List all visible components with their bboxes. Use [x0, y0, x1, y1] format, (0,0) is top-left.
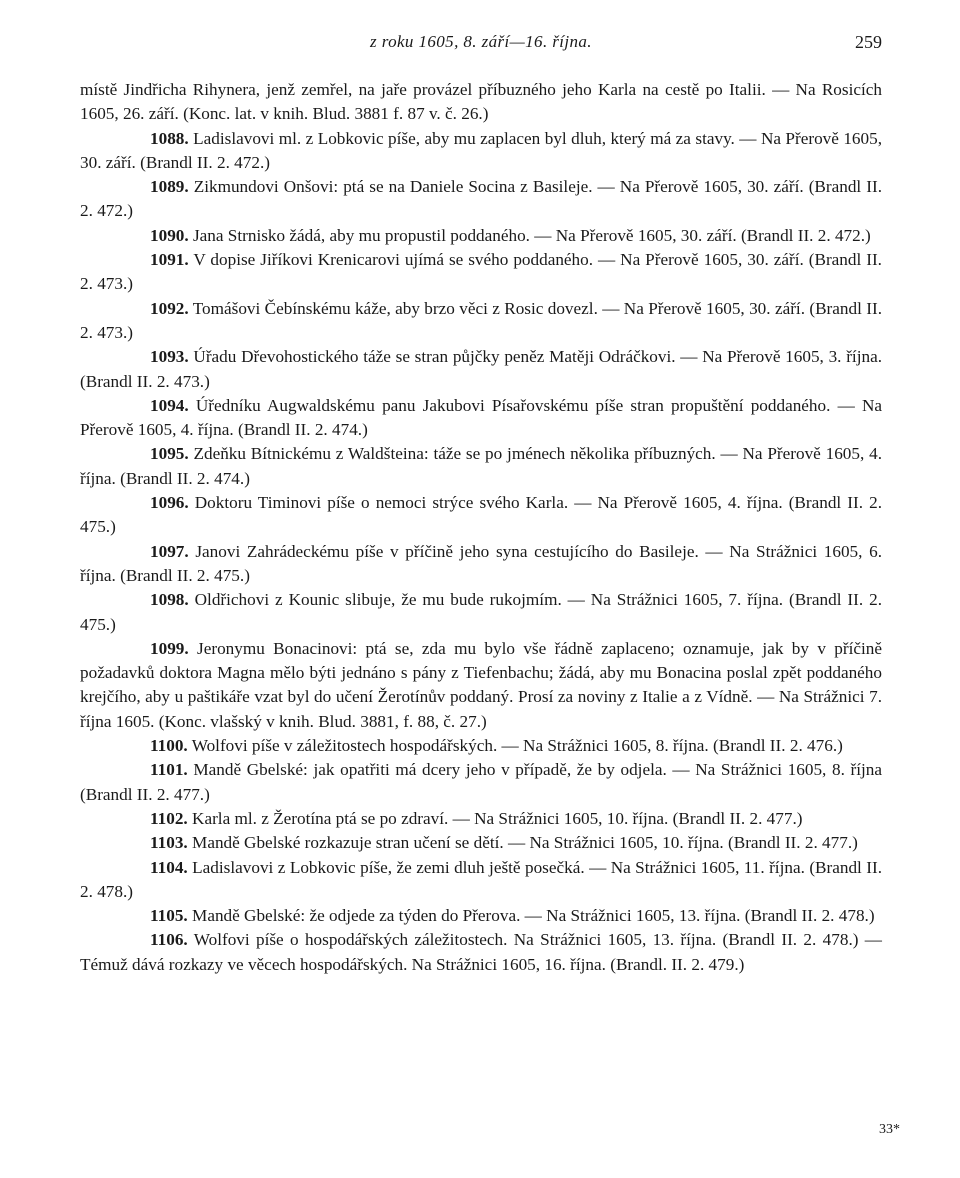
entry-paragraph	[80, 831, 882, 855]
entry-text: Tomášovi Čebínskému káže, aby brzo věci z Rosic dovezl. — Na Přerově 1605, 30. září. (Brandl II. 2. 473.)	[80, 298, 882, 342]
entry-text: V dopise Jiříkovi Krenicarovi ujímá se svého poddaného. — Na Přerově 1605, 30. září. (Brandl II. 2. 473.)	[80, 250, 882, 294]
entry-text: Úřadu Dřevohostického táže se stran půjčky peněz Matěji Odráčkovi. — Na Přerově 1605, 3. října. (Brandl II. 2. 473.)	[80, 347, 882, 391]
entry-paragraph	[80, 807, 882, 831]
entry-paragraph	[80, 248, 882, 297]
entry-paragraph	[80, 856, 882, 905]
entry-text: Zikmundovi Onšovi: ptá se na Daniele Socina z Basileje. — Na Přerově 1605, 30. září. (Brandl II. 2. 472.)	[80, 177, 882, 221]
entry-text: Janovi Zahrádeckému píše v příčině jeho syna cestujícího do Basileje. — Na Strážnici 1605, 6. října. (Brandl II. 2. 475.)	[80, 541, 882, 585]
entry-paragraph	[80, 224, 882, 248]
entry-paragraph	[80, 394, 882, 443]
entry-number: 1099.	[150, 638, 189, 658]
entry-number: 1101.	[150, 760, 188, 780]
entry-number: 1093.	[150, 347, 189, 367]
entry-paragraph	[80, 345, 882, 394]
entry-paragraph	[80, 491, 882, 540]
intro-paragraph: místě Jindřicha Rihynera, jenž zemřel, na jaře provázel příbuzného jeho Karla na cestě po Italii. — Na Rosicích 1605, 26. září. (Konc. lat. v knih. Blud. 3881 f. 87 v. č. 26.)	[80, 80, 882, 124]
entry-number: 1098.	[150, 590, 189, 610]
entry-number: 1095.	[150, 444, 189, 464]
entry-paragraph	[80, 540, 882, 589]
entry-number: 1089.	[150, 177, 189, 197]
signature-mark: 33*	[879, 1122, 900, 1137]
entry-number: 1096.	[150, 493, 189, 513]
entry-number: 1094.	[150, 395, 189, 415]
entry-number: 1100.	[150, 736, 188, 756]
entry-paragraph	[80, 588, 882, 637]
entry-number: 1088.	[150, 128, 189, 148]
page-number: 259	[855, 32, 882, 52]
entry-text: Wolfovi píše v záležitostech hospodářských. — Na Strážnici 1605, 8. října. (Brandl II. 2. 476.)	[191, 736, 843, 756]
entry-paragraph	[80, 297, 882, 346]
entry-paragraph	[80, 175, 882, 224]
running-title: z roku 1605, 8. září—16. října.	[370, 32, 592, 51]
entry-number: 1105.	[150, 906, 188, 926]
entry-text: Jana Strnisko žádá, aby mu propustil poddaného. — Na Přerově 1605, 30. září. (Brandl II. 2. 472.)	[192, 225, 871, 245]
entry-text: Mandě Gbelské rozkazuje stran učení se dětí. — Na Strážnici 1605, 10. října. (Brandl II. 2. 477.)	[192, 833, 858, 853]
entry-number: 1103.	[150, 833, 188, 853]
body-text	[80, 78, 882, 977]
entry-number: 1092.	[150, 298, 189, 318]
entry-number: 1106.	[150, 930, 188, 950]
entry-text: Mandě Gbelské: jak opatřiti má dcery jeho v případě, že by odjela. — Na Strážnici 1605, 8. října (Brandl II. 2. 477.)	[80, 760, 882, 804]
entry-text: Úředníku Augwaldskému panu Jakubovi Písařovskému píše stran propuštění poddaného. — Na Přerově 1605, 4. října. (Brandl II. 2. 474.)	[80, 395, 883, 440]
entry-number: 1091.	[150, 250, 189, 270]
entry-paragraph	[80, 442, 882, 491]
document-page	[80, 28, 882, 977]
entry-paragraph	[80, 758, 882, 807]
entry-paragraph	[80, 904, 882, 928]
entry-text: Ladislavovi z Lobkovic píše, že zemi dluh ještě posečká. — Na Strážnici 1605, 11. října. (Brandl II. 2. 478.)	[80, 857, 882, 901]
entry-paragraph	[80, 734, 882, 758]
entry-paragraph	[80, 928, 882, 977]
page-header	[80, 28, 882, 58]
entry-text: Karla ml. z Žerotína ptá se po zdraví. — Na Strážnici 1605, 10. října. (Brandl II. 2. 477.)	[192, 808, 803, 828]
entry-number: 1097.	[150, 541, 189, 561]
entry-text: Ladislavovi ml. z Lobkovic píše, aby mu zaplacen byl dluh, který má za stavy. — Na Přerově 1605, 30. září. (Brandl II. 2. 472.)	[80, 128, 883, 172]
entry-paragraph	[80, 637, 882, 734]
entry-number: 1090.	[150, 225, 189, 245]
entry-text: Oldřichovi z Kounic slibuje, že mu bude rukojmím. — Na Strážnici 1605, 7. října. (Brandl II. 2. 475.)	[80, 590, 883, 634]
entry-text: Jeronymu Bonacinovi: ptá se, zda mu bylo vše řádně zaplaceno; oznamuje, jak by v příčině požadavků doktora Magna mělo býti jednáno s pány z Tiefenbachu; žádá, aby mu Bonacina poslal zpět poddaného krejčího, aby u paštikáře vzat byl do učení Žerotínův poddaný. Prosí za noviny z Italie a z Vídně. — Na Strážnici 7. října 1605. (Konc. vlašský v knih. Blud. 3881, f. 88, č. 27.)	[80, 638, 882, 731]
entry-paragraph	[80, 127, 882, 176]
entry-number: 1104.	[150, 857, 188, 877]
entry-text: Wolfovi píše o hospodářských záležitostech. Na Strážnici 1605, 13. října. (Brandl II. 2. 478.) — Témuž dává rozkazy ve věcech hospodářských. Na Strážnici 1605, 16. října. (Brandl. II. 2. 479.)	[80, 930, 882, 974]
entry-text: Zdeňku Bítnickému z Waldšteina: táže se po jménech několika příbuzných. — Na Přerově 1605, 4. října. (Brandl II. 2. 474.)	[80, 444, 882, 488]
entry-text: Mandě Gbelské: že odjede za týden do Přerova. — Na Strážnici 1605, 13. října. (Brandl II. 2. 478.)	[192, 906, 875, 926]
entry-number: 1102.	[150, 808, 188, 828]
entry-text: Doktoru Timinovi píše o nemoci strýce svého Karla. — Na Přerově 1605, 4. října. (Brandl II. 2. 475.)	[80, 493, 882, 537]
entry-list	[80, 127, 882, 977]
